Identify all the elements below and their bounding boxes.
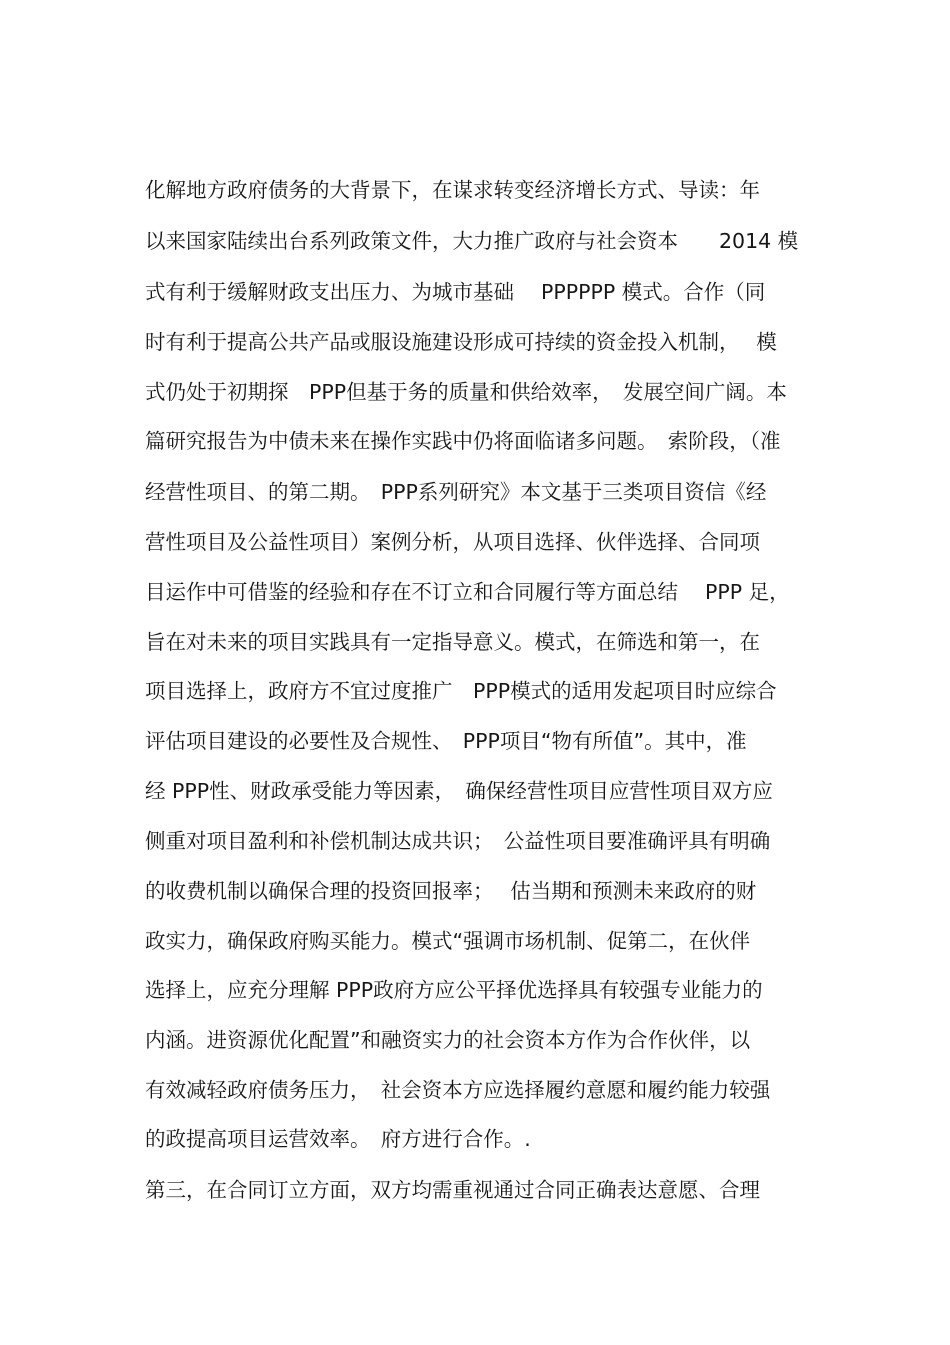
body-text-line: 式有利于缓解财政支出压力、为城市基础 PPPPPP 模式。合作（同 [145,280,766,304]
body-text-line: 项目选择上，政府方不宜过度推广 PPP模式的适用发起项目时应综合 [145,679,777,703]
body-text-line: 第三，在合同订立方面，双方均需重视通过合同正确表达意愿、合理 [145,1178,760,1202]
body-text-line: 以来国家陆续出台系列政策文件，大力推广政府与社会资本 2014 模 [145,229,799,253]
body-text-line: 旨在对未来的项目实践具有一定指导意义。模式，在筛选和第一，在 [145,630,760,654]
body-text-line: 的政提高项目运营效率。 府方进行合作。. [145,1127,531,1151]
body-text-line: 篇研究报告为中债未来在操作实践中仍将面临诸多问题。 索阶段，（准 [145,429,781,453]
body-text-line: 侧重对项目盈利和补偿机制达成共识； 公益性项目要准确评具有明确 [145,829,771,853]
body-text-line: 内涵。进资源优化配置”和融资实力的社会资本方作为合作伙伴，以 [145,1028,751,1052]
body-text-line: 经 PPP性、财政承受能力等因素， 确保经营性项目应营性项目双方应 [145,779,773,803]
body-text-line: 的收费机制以确保合理的投资回报率； 估当期和预测未来政府的财 [145,879,757,903]
body-text-line: 政实力，确保政府购买能力。模式“强调市场机制、促第二，在伙伴 [145,929,751,953]
body-text-line: 目运作中可借鉴的经验和存在不订立和合同履行等方面总结 PPP 足， [145,580,790,604]
body-text-line: 式仍处于初期探 PPP但基于务的质量和供给效率， 发展空间广阔。本 [145,380,787,404]
body-text-line: 评估项目建设的必要性及合规性、 PPP项目“物有所值”。其中，准 [145,729,747,753]
body-text-line: 有效减轻政府债务压力， 社会资本方应选择履约意愿和履约能力较强 [145,1078,771,1102]
body-text-line: 化解地方政府债务的大背景下，在谋求转变经济增长方式、导读：年 [145,178,760,202]
body-text-line: 营性项目及公益性项目）案例分析，从项目选择、伙伴选择、合同项 [145,530,760,554]
body-text-line: 经营性项目、的第二期。 PPP系列研究》本文基于三类项目资信《经 [145,480,767,504]
body-text-line: 选择上，应充分理解 PPP政府方应公平择优选择具有较强专业能力的 [145,978,763,1002]
body-text-line: 时有利于提高公共产品或服设施建设形成可持续的资金投入机制， 模 [145,330,777,354]
